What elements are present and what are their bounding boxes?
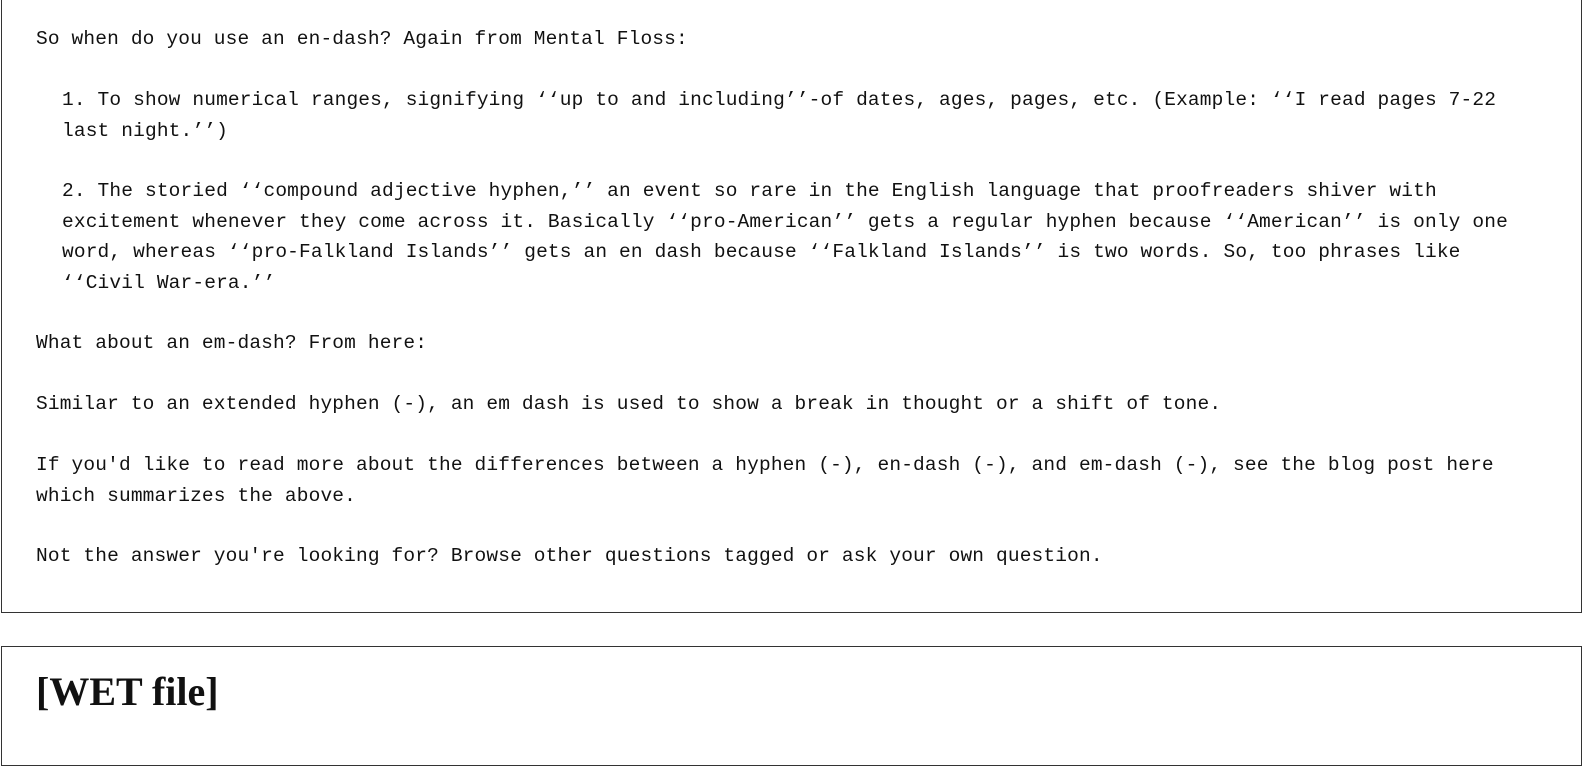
wet-file-panel (1, 646, 1582, 766)
wet-file-heading: [WET file] (36, 669, 219, 714)
document-text-panel (1, 0, 1582, 613)
read-more-paragraph: If you'd like to read more about the differences between a hyphen (-), en-dash (-), and em-dash (-), see the blog post here which summarizes the above. (36, 454, 1506, 507)
not-the-answer-paragraph: Not the answer you're looking for? Browse other questions tagged or ask your own question. (36, 545, 1103, 567)
list-item-compound-adjective: 2. The storied ‘‘compound adjective hyphen,’’ an event so rare in the English language that proofreaders shiver with excitement whenever they come across it. Basically ‘‘pro-American’’ gets a regular hyphen because ‘‘American’’ is only one word, whereas ‘‘pro-Falkland Islands’’ gets an en dash because ‘‘Falkland Islands’’ is two words. So, too phrases like ‘‘Civil War-era.’’ (62, 180, 1520, 294)
list-item-en-dash-ranges: 1. To show numerical ranges, signifying ‘‘up to and including’’-of dates, ages, pages, etc. (Example: ‘‘I read pages 7-22 last night.’’) (62, 89, 1508, 142)
em-dash-definition-paragraph: Similar to an extended hyphen (-), an em dash is used to show a break in thought or a shift of tone. (36, 393, 1222, 415)
em-dash-question-paragraph: What about an em-dash? From here: (36, 332, 428, 354)
intro-paragraph: So when do you use an en-dash? Again from Mental Floss: (36, 28, 688, 50)
